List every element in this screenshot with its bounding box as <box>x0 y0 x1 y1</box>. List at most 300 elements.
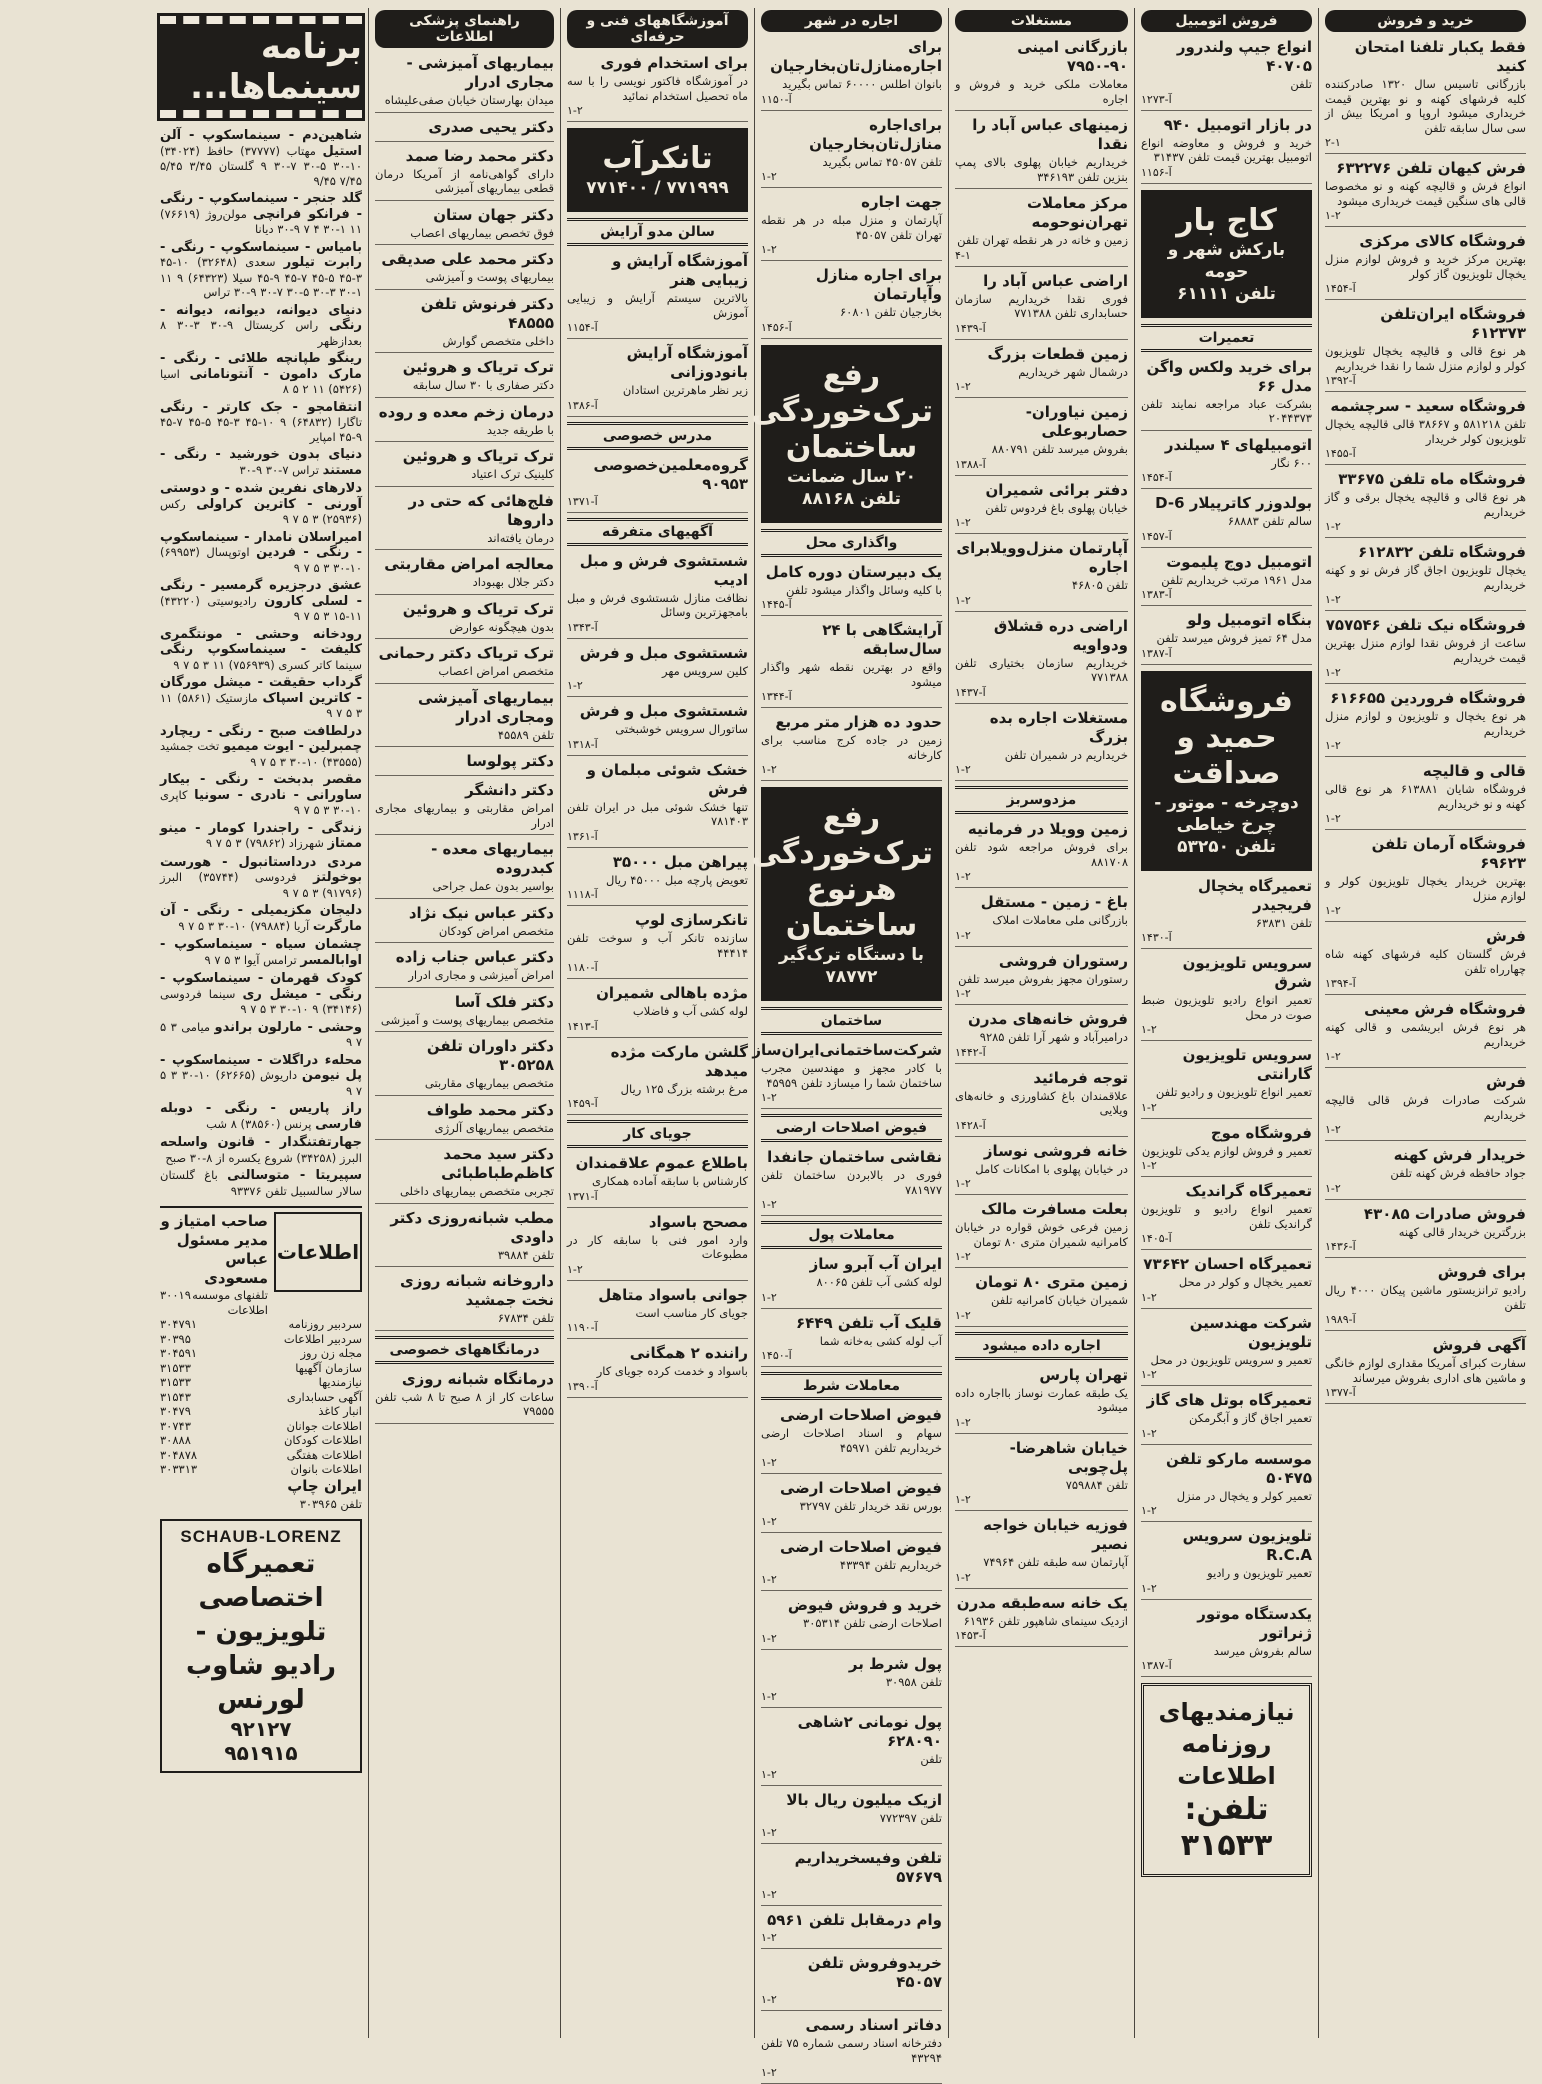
ad-text: زمین فرعی خوش قواره در خیابان کامرانیه شمیران متری ۸۰ تومان <box>955 1220 1128 1249</box>
ad-code: ۱۳۷۷-آ <box>1325 1386 1356 1399</box>
section-header: تعمیرات <box>1141 324 1312 352</box>
ad-title: فروشگاه فرش معینی <box>1364 1000 1526 1018</box>
display-ad <box>751 345 942 523</box>
ad-text: تلفن ۷۵۹۸۸۴ <box>1065 1477 1128 1492</box>
classified-ad <box>1141 1314 1312 1387</box>
ad-text: فوری نقدا خریداریم سازمان حسابداری تلفن ۷۷۱۳۸۸ <box>955 291 1128 320</box>
ad-text: تعویض پارچه مبل ۴۵۰۰۰ ریال <box>606 872 748 887</box>
classified-ad <box>955 893 1128 947</box>
ad-text: تلفن ۶۷۸۳۴ <box>497 1311 554 1325</box>
ad-text: ازدیک سینمای شاهپور تلفن ۶۱۹۳۶ <box>963 1613 1128 1628</box>
ad-title: ترک تریاک و هروئین <box>402 447 554 465</box>
ad-title: دکتر پولوسا <box>466 752 554 770</box>
classified-ad <box>761 1596 942 1650</box>
classified-ad <box>955 1069 1128 1137</box>
classified-ad <box>375 781 554 835</box>
classified-ad <box>1325 543 1526 611</box>
ad-text: تعمیر و فروش لوازم یدکی تلویزیون <box>1141 1143 1312 1158</box>
classified-ad <box>375 54 554 113</box>
display-ad-subtitle: دوچرخه - موتور - چرخ خیاطی <box>1154 792 1299 835</box>
ad-text: بازرگانی تاسیس سال ۱۳۲۰ صادرکننده کلیه فرشهای کهنه و نو بهترین قیمت خریداری میشود اروپا و امریکا بیش از سی سال سابقه تلفن <box>1325 77 1526 135</box>
classified-ad <box>955 1594 1128 1648</box>
display-ad <box>567 128 748 212</box>
cinema-listing <box>160 1101 362 1132</box>
publisher-line: صاحب امتیاز و مدیر مسئول عباس مسعودی <box>160 1212 268 1287</box>
ad-code: ۱۱۵۴-آ <box>567 321 598 334</box>
cinema-listing <box>160 481 362 527</box>
ad-title: برای فروش <box>1437 1263 1526 1281</box>
showtimes: تخت جمشید (۴۳۵۵۵) ۱۰-۳۰ ۳ ۵ ۷ ۹ <box>160 739 362 769</box>
ad-text: سهام و اسناد اصلاحات ارضی خریداریم تلفن ۴۵۹۷۱ <box>761 1426 942 1455</box>
directory-row <box>160 1361 362 1376</box>
classified-ad <box>375 1037 554 1096</box>
classified-ad <box>955 403 1128 476</box>
section-header: معاملات پول <box>761 1221 942 1249</box>
classified-ad <box>567 252 748 339</box>
ad-text: بشرکت عباد مراجعه نمایند تلفن ۲۰۴۴۳۷۳ <box>1141 396 1312 425</box>
classified-ad <box>955 1010 1128 1064</box>
classified-ad <box>375 1101 554 1141</box>
masthead-directory <box>160 1206 362 1511</box>
ad-title: گروه‌معلمین‌خصوصی ۹۰۹۵۳ <box>593 455 748 493</box>
ad-title: آموزشگاه آرایش و زیبایی هنر <box>612 252 748 289</box>
showtimes: مهتاب (۳۷۷۷۷) حافظ (۳۴۰۲۴) ۱۰-۳۰ ۵-۳۰ ۷-۳۰ ۹ گلستان ۳/۴۵ ۵/۴۵ ۷/۴۵ ۹/۴۵ <box>160 143 363 188</box>
column-7 <box>154 8 368 2038</box>
ad-text: بخارجیان تلفن ۶۰۸۰۱ <box>840 305 942 319</box>
section-header: فروش اتومبیل <box>1141 10 1312 32</box>
outline-ad <box>1141 1683 1312 1877</box>
movie-title: درلطافت صبح - رنگی - ریچارد چمبرلین - ایوت میمیو <box>160 723 362 754</box>
ad-title: خیابان شاهرضا- پل‌چوبی <box>1009 1438 1128 1476</box>
cinema-listing <box>160 1168 362 1198</box>
ad-title: شرکت مهندسین تلویزیون <box>1189 1313 1312 1351</box>
ad-title: سرویس تلویزیون گارانتی <box>1182 1046 1312 1083</box>
directory-row <box>160 1346 362 1361</box>
ad-text: امراض آمیزشی و مجاری ادرار <box>408 968 554 982</box>
cinema-listing <box>160 821 362 852</box>
classified-ad <box>567 1043 748 1116</box>
display-ad-title: رفع ترک‌خوردگی هرنوع ساختمان <box>751 800 933 943</box>
classified-ad <box>375 948 554 988</box>
classified-ad <box>1141 611 1312 665</box>
ad-title: داروخانه شبانه روزی نخت جمشید <box>400 1272 554 1309</box>
ad-text: زمین در جاده کرج مناسب برای کارخانه <box>761 733 942 762</box>
ad-title: دکتر یحیی صدری <box>428 117 554 136</box>
ad-title: فروشگاه سعید - سرچشمه <box>1330 397 1526 415</box>
ad-text: بیماریهای پوست و آمیزشی <box>425 270 554 284</box>
classified-ad <box>761 1538 942 1592</box>
ad-title: ترک تریاک و هروئین <box>402 599 554 618</box>
directory-phone: ۳۰۳۹۵ <box>160 1331 191 1346</box>
ad-code: ۱-۲ <box>761 1993 777 2006</box>
ad-text: علاقمندان باغ کشاورزی و خانه‌های ویلایی <box>955 1088 1128 1117</box>
ad-code: ۱-۲ <box>761 1631 777 1645</box>
ad-text: دکتر جلال بهبوداد <box>472 575 554 589</box>
showtimes: تاگارا (۶۴۸۳۲) ۹ ۱۰-۴۵ ۳-۴۵ ۵-۴۵ ۷-۴۵ ۹-۴۵ امپایر <box>160 415 363 444</box>
ad-code: ۱-۲ <box>761 763 777 776</box>
ad-code: ۱۳۴۴-آ <box>761 690 792 703</box>
ad-text: سالم تلفن ۶۸۸۸۳ <box>1227 514 1312 528</box>
ad-title: برای اجاره منازل وآپارتمان <box>815 266 942 303</box>
ad-title: معالجه امراض مقاربتی <box>384 555 554 573</box>
movie-title: محلهء دراگلات - سینماسکوپ - پل نیومن <box>160 1052 362 1083</box>
classified-ad <box>761 116 942 189</box>
ad-text: تلفن ۴۶۸۰۵ <box>1071 578 1128 592</box>
classified-ad <box>375 840 554 899</box>
ad-text: برای فروش مراجعه شود تلفن ۸۸۱۷۰۸ <box>955 840 1128 869</box>
ad-text: بدون هیچگونه عوارض <box>449 619 554 634</box>
ad-text: هر نوع قالی و قالیچه یخچال برقی و گاز خریداریم <box>1325 490 1526 519</box>
ad-title: گلشن مارکت مژده میدهد <box>610 1042 748 1080</box>
classified-ad <box>567 552 748 639</box>
ad-code: ۱-۲ <box>955 928 971 942</box>
showtimes: البرز (۳۴۲۵۸) شروع یکسره از ۸-۳۰ صبح <box>165 1150 362 1165</box>
directory-row <box>160 1288 268 1317</box>
cinema-listing <box>160 447 362 478</box>
classified-ad <box>375 904 554 944</box>
classified-ad <box>375 1272 554 1331</box>
ad-title: دفتر برائی شمیران <box>985 480 1128 499</box>
ad-text: شرکت صادرات فرش قالی قالیچه خریداریم <box>1325 1093 1526 1122</box>
ad-title: دکتر داوران تلفن ۳۰۵۲۵۸ <box>426 1037 554 1074</box>
classified-ad <box>1141 436 1312 490</box>
ad-text: ساتورال سرویس خوشبختی <box>615 722 748 736</box>
ad-code: ۱-۲ <box>1325 666 1341 679</box>
showtimes: ترامس آیوا ۳ ۵ ۷ ۹ <box>204 952 297 967</box>
ad-title: فروشگاه تلفن ۶۱۲۸۳۲ <box>1358 543 1526 561</box>
directory-phone: ۳۰۴۷۹۱ <box>160 1317 198 1331</box>
ad-code: ۱-۲ <box>761 1514 777 1528</box>
ad-code: ۱-۲ <box>567 679 583 692</box>
ad-text: تعمیر و سرویس تلویزیون در محل <box>1150 1352 1312 1367</box>
ad-title: بنگاه اتومبیل ولو <box>1187 611 1312 629</box>
ad-title: فروشگاه فروردین ۶۱۶۶۵۵ <box>1330 689 1526 707</box>
ad-title: دفاتر اسناد رسمی <box>805 2016 942 2034</box>
outline-ad-phone: تلفن: ۳۱۵۳۳ <box>1180 1792 1273 1863</box>
movie-title: چشمان سیاه - سینماسکوپ - اوابالمسر <box>160 937 362 968</box>
classified-ad <box>375 118 554 142</box>
movie-title: جهارتفتنگدار - قانون واسلحه <box>160 1135 362 1150</box>
section-header: خرید و فروش <box>1325 10 1526 32</box>
ad-title: شستشوی مبل و فرش <box>579 643 748 662</box>
directory-row <box>160 1462 362 1477</box>
ad-code: ۱-۲ <box>1141 1504 1157 1517</box>
directory-label: سردبیر روزنامه <box>288 1317 362 1331</box>
movie-title: بامیاس - سینماسکوپ - رنگی - رابرت تیلور <box>160 239 362 270</box>
ad-title: فوزیه خیابان خواجه نصیر <box>983 1516 1128 1553</box>
ad-code: ۱۴۴۲-آ <box>955 1045 986 1059</box>
ad-text: بورس نقد خریدار تلفن ۳۲۷۹۷ <box>799 1499 942 1513</box>
ad-text: بهترین مرکز خرید و فروش لوازم منزل یخچال تلویزیون گاز کولر <box>1325 252 1526 281</box>
ad-text: در خیابان پهلوی با امکانات کامل <box>975 1161 1128 1176</box>
ad-text: فوری در بالابردن ساختمان تلفن ۷۸۱۹۷۷ <box>761 1168 942 1197</box>
ad-title: دکتر دانشگر <box>465 781 554 799</box>
ad-text: ساعت از فروش نقدا لوازم منزل بهترین قیمت خریداریم <box>1325 636 1526 665</box>
ad-text: درشمال شهر خریداریم <box>1018 364 1128 379</box>
ad-code: ۱-۲ <box>567 1262 583 1276</box>
ad-text: بواسیر بدون عمل جراحی <box>432 879 554 893</box>
ad-title: خانه فروشی نوساز <box>983 1141 1128 1160</box>
ad-title: راننده ۲ همگانی <box>629 1344 748 1362</box>
cinema-listing <box>160 903 362 934</box>
ad-text: جویای کار مناسب است <box>635 1305 748 1320</box>
ad-code: ۱-۲ <box>761 1888 777 1901</box>
directory-phone: ۳۱۵۴۳ <box>160 1389 191 1404</box>
ad-title: شستشوی مبل و فرش <box>579 702 748 720</box>
ad-code: ۱-۲ <box>761 1826 777 1839</box>
ad-code: ۱۹۸۹-آ <box>1325 1313 1356 1326</box>
section-header: راهنمای پزشکی اطلاعات <box>375 10 554 48</box>
ad-text: سالم بفروش میرسد <box>1213 1643 1312 1658</box>
ad-code: ۱-۲ <box>955 593 971 607</box>
cinema-listing <box>160 240 362 300</box>
classified-ad <box>1141 116 1312 184</box>
movie-title: گرداب حقیقت - میشل مورگان - کاترین اسپاک <box>160 675 362 706</box>
ad-text: دارای گواهی‌نامه از آمریکا درمان قطعی بیماریهای آمیزشی <box>375 166 554 195</box>
classified-ad <box>761 1148 942 1216</box>
ad-text: زیر نظر ماهرترین استادان <box>622 383 748 397</box>
ad-code: ۱-۲ <box>955 870 971 883</box>
classified-ad <box>1141 1124 1312 1178</box>
classified-ad <box>955 38 1128 111</box>
display-ad-phone: ۷۸۷۷۲ <box>825 967 878 987</box>
classified-ad <box>955 1439 1128 1512</box>
classified-ad <box>375 358 554 398</box>
ad-code: ۱۳۸۳-آ <box>1141 588 1172 601</box>
ad-text: کلینیک ترک اعتیاد <box>471 467 554 481</box>
display-ad-title: فروشگاه حمید و صداقت <box>1160 683 1293 791</box>
ad-title: فروش صادرات ۴۳۰۸۵ <box>1363 1204 1526 1223</box>
showtimes: سعدی (۳۲۶۴۸) ۱۰-۴۵ ۳-۴۵ ۵-۴۵ ۷-۴۵ ۹-۴۵ سیلا (۶۴۳۲۳) ۹ ۱۱ ۱-۳۰ ۳-۳۰ ۵-۳۰ ۷-۳۰ ۹-۳۰ تراس <box>160 255 362 299</box>
classified-ad <box>375 447 554 487</box>
classified-ad <box>1141 954 1312 1041</box>
ad-code: ۱-۲ <box>761 1456 777 1469</box>
ad-text: درامیرآباد و شهر آرا تلفن ۹۲۸۵ <box>979 1030 1128 1044</box>
ad-title: بعلت مسافرت مالک <box>981 1200 1128 1218</box>
showtimes: آریا (۷۹۸۸۴) ۱۰-۳۰ ۳ ۵ ۷ ۹ <box>178 918 310 933</box>
classified-ad <box>761 1911 942 1949</box>
classified-ad <box>955 820 1128 888</box>
ad-code: ۱-۲ <box>955 1415 971 1429</box>
ad-text: رستوران مجهز بفروش میرسد تلفن <box>958 971 1128 986</box>
cinema-listing <box>160 855 362 901</box>
ad-text: سفارت کبرای آمریکا مقداری لوازم خانگی و ماشین های اداری بفروش میرساند <box>1325 1356 1526 1385</box>
classified-ad <box>375 206 554 246</box>
cinema-banner: برنامه سینماها... <box>160 16 362 118</box>
ad-title: دکتر فلک آسا <box>454 992 554 1011</box>
showtimes: سینما فردوسی (۳۴۱۴۶) ۹ ۱۰-۳۰ ۳ ۵ ۷ ۹ <box>160 986 362 1016</box>
cinema-listing <box>160 191 362 237</box>
classified-ad <box>1325 397 1526 465</box>
classified-ad <box>1325 1146 1526 1200</box>
ad-title: اراضی دره قشلاق ودواویه <box>993 616 1128 654</box>
ad-title: خشک شوئی مبلمان و فرش <box>586 760 748 798</box>
ad-code: ۱۳۹۴-آ <box>1325 977 1356 990</box>
ad-title: وام درمقابل تلفن ۵۹۶۱ <box>767 1911 942 1929</box>
classified-ad <box>955 539 1128 612</box>
section-header: آگهیهای متفرقه <box>567 518 748 546</box>
ad-code: ۱۱۱۸-آ <box>567 888 598 901</box>
ad-title: شرکت‌ساختمانی‌ایران‌ساز <box>752 1041 942 1059</box>
ad-text: تلفن ۴۵۵۸۹ <box>497 727 554 742</box>
ad-code: ۱-۲ <box>761 2066 777 2079</box>
ad-title: فرش <box>1486 927 1526 945</box>
classified-ad <box>567 644 748 698</box>
display-ad-subtitle: ۲۰ سال ضمانت <box>786 466 917 487</box>
ad-text: تلفن ۳۹۸۸۴ <box>497 1247 554 1262</box>
ad-title: زمین وویلا در فرمانیه <box>967 820 1128 838</box>
classified-ad <box>1325 1205 1526 1259</box>
ad-text: واقع در بهترین نقطه شهر واگذار میشود <box>761 660 942 689</box>
ad-text: فروشگاه شایان ۶۱۳۸۸۱ هر نوع قالی کهنه و نو خریداریم <box>1325 782 1526 811</box>
classified-ad <box>761 2016 942 2084</box>
ad-text: داخلی متخصص گوارش <box>442 333 554 348</box>
ad-code: ۱۴۵۹-آ <box>567 1097 598 1110</box>
showtimes: میامی ۳ ۵ ۷ ۹ <box>160 1019 362 1049</box>
ad-code: ۱۴۵۴-آ <box>1325 282 1356 295</box>
column-1 <box>1318 8 1532 2038</box>
display-ad-title: کاج بار <box>1176 202 1277 238</box>
cinema-listing <box>160 1053 362 1099</box>
classified-ad <box>1141 1391 1312 1445</box>
ad-text: هر نوع یخچال و تلویزیون و لوازم منزل خریداریم <box>1325 709 1526 738</box>
movie-title: عشق درجزیره گرمسیر - رنگی - لسلی کارون <box>160 578 362 609</box>
classified-ad <box>955 952 1128 1006</box>
ad-text: انواع فرش و قالیچه کهنه و نو مخصوصا قالی های سنگین قیمت خریداری میشود <box>1325 179 1526 208</box>
ad-title: جوانی باسواد متاهل <box>598 1285 748 1304</box>
ad-text: تلفن ۷۷۲۳۹۷ <box>879 1810 942 1825</box>
directory-label: اطلاعات بانوان <box>290 1462 362 1476</box>
classified-ad <box>1141 1046 1312 1119</box>
classified-ad <box>1141 553 1312 607</box>
ad-title: فلج‌هائی که حتی در داروها <box>408 491 554 529</box>
ad-text: متخصص بیماریهای مقاربتی <box>424 1076 554 1090</box>
classified-ad <box>761 1479 942 1533</box>
classified-ad <box>761 1406 942 1474</box>
ad-title: زمین قطعات بزرگ <box>987 344 1128 363</box>
showtimes: مولن‌روژ (۷۶۶۱۹) ۱۱ ۱-۳۰ ۴ ۷ ۹-۳۰ دیانا <box>160 206 362 236</box>
movie-title: زندگی - راجندرا کومار - مینو ممتاز <box>160 820 362 851</box>
ad-code: ۱-۲ <box>761 1573 777 1586</box>
ad-code: ۱-۲ <box>1141 1290 1157 1304</box>
ad-title: برای‌اجاره منازل‌تان‌بخارجیان <box>809 115 942 153</box>
movie-title: مردی درداستانبول - هورست بوخولتز <box>160 854 362 885</box>
directory-phone: ۳۰۴۷۹ <box>160 1404 191 1418</box>
ad-code: ۱۴۱۳-آ <box>567 1019 598 1033</box>
ad-title: مژده باهالی شمیران <box>596 984 748 1002</box>
directory-phone: ۳۰۰۱۹ <box>160 1288 191 1302</box>
ad-text: تعمیر انواع رادیو و تلویزیون گراندیک تلفن <box>1141 1202 1312 1231</box>
ad-text: لوله کشی آب و فاضلاب <box>632 1004 748 1018</box>
ad-text: تلفن ۶۳۸۳۱ <box>1255 915 1312 930</box>
classified-ad <box>955 617 1128 704</box>
directory-label: انبار کاغذ <box>318 1404 362 1418</box>
display-ad-phone: تلفن ۶۱۱۱۱ <box>1177 283 1276 304</box>
ad-title: حدود ده هزار متر مربع <box>775 713 942 731</box>
showtimes: رکس (۲۵۹۳۶) ۳ ۵ ۷ ۹ <box>160 496 362 526</box>
display-ad-title: تانکرآب <box>602 141 713 176</box>
ad-text: ساعات کار از ۸ صبح تا ۸ شب تلفن ۷۹۵۵۵ <box>375 1389 554 1418</box>
classified-ad <box>761 563 942 617</box>
display-ad-phone: ۷۷۱۹۹۹ / ۷۷۱۴۰۰ <box>586 178 729 198</box>
classified-ad <box>1141 38 1312 111</box>
cinema-listing <box>160 303 362 349</box>
display-ad <box>1141 190 1312 318</box>
ad-title: مستغلات اجاره بده بزرگ <box>989 708 1128 746</box>
ad-title: در بازار اتومبیل ۹۴۰ <box>1163 115 1312 134</box>
ad-title: یک خانه سه‌طبقه مدرن <box>956 1593 1128 1612</box>
directory-row <box>160 1332 362 1347</box>
showtimes: تراس ۷-۳۰ ۹-۳۰ <box>239 462 319 477</box>
classified-ad <box>955 272 1128 340</box>
ad-title: ترک تریاک دکتر رحمانی <box>378 644 554 662</box>
movie-title: شاهین‌دم - سینماسکوپ - آلن استیل <box>160 128 362 159</box>
classified-ad <box>761 1954 942 2011</box>
directory-label: اطلاعات هفتگی <box>286 1447 362 1462</box>
classified-ad <box>567 984 748 1038</box>
classified-ad <box>1141 1255 1312 1309</box>
ad-title: تعمیرگاه بوتل های گاز <box>1146 1391 1312 1409</box>
classified-ad <box>1325 470 1526 538</box>
showtimes: فردوسی (۳۵۷۴۴) البرز (۹۱۷۹۶) ۳ ۵ ۷ ۹ <box>160 870 362 900</box>
ad-text: وارد امور فنی با سابقه کار در مطبوعات <box>567 1232 748 1261</box>
ad-title: شستشوی فرش و مبل ادیب <box>579 551 748 589</box>
movie-title: راز پاریس - رنگی - دوبله فارسی <box>160 1101 362 1132</box>
ad-code: ۱۳۱۸-آ <box>567 737 598 751</box>
ad-text: اصلاحات ارضی تلفن ۳۰۵۳۱۴ <box>803 1616 942 1630</box>
classified-ad <box>1325 689 1526 757</box>
movie-title: رینگو طپانچه طلائی - رنگی - مارک دامون - آنتونامانی <box>160 351 362 382</box>
ad-code: ۱-۲ <box>955 380 971 393</box>
movie-title: دلارهای نفرین شده - و دوستی آورنی - کاترین کراولی <box>160 481 363 512</box>
ad-title: زمین نیاوران- حصاربوعلی <box>1025 403 1128 440</box>
movie-title: رودخانه وحشی - مونتگمری کلیفت - سینماسکوپ رنگی <box>160 626 362 657</box>
column-2 <box>1134 8 1318 2038</box>
schaub-lorenz-ad <box>160 1519 362 1773</box>
ad-code: ۱۳۴۳-آ <box>567 620 598 634</box>
ad-title: فروشگاه ایران‌تلفن ۶۱۲۳۷۳ <box>1380 305 1526 342</box>
ad-title: یک دبیرستان دوره کامل <box>765 562 942 581</box>
ad-text: سازنده تانکر آب و سوخت تلفن ۴۴۴۱۴ <box>567 931 748 960</box>
ad-text: خریداریم سازمان بختیاری تلفن ۷۷۱۳۸۸ <box>955 655 1128 684</box>
ad-code: ۱۴۳۷-آ <box>955 685 986 699</box>
newspaper-logo: اطلاعات <box>274 1212 362 1292</box>
ad-text: مدل ۶۴ تمیز فروش میرسد تلفن <box>1156 631 1312 645</box>
ad-code: ۱۴۵۵-آ <box>1325 447 1356 460</box>
classified-ad <box>1141 494 1312 548</box>
schaub-title: تعمیرگاه اختصاصی تلویزیون - رادیو شاوب لورنس <box>186 1549 336 1715</box>
ad-code: ۱-۲ <box>761 1290 777 1304</box>
ad-text: فوق تخصص بیماریهای اعصاب <box>410 225 554 240</box>
directory-phone: ۳۱۵۳۳ <box>160 1360 191 1375</box>
ad-code: ۱۴۳۶-آ <box>1325 1240 1356 1253</box>
ad-text: تلفن ۳۰۹۵۸ <box>885 1674 942 1689</box>
ad-title: باطلاع عموم علاقمندان <box>575 1154 748 1172</box>
ad-title: فروشگاه ماه تلفن ۳۳۶۷۵ <box>1338 470 1526 488</box>
cinema-listing <box>160 400 362 445</box>
directory-row <box>160 1375 362 1390</box>
ad-text: مدل ۱۹۶۱ مرتب خریداریم تلفن <box>1161 572 1312 587</box>
ad-title: دکتر فرنوش تلفن ۴۸۵۵۵ <box>420 294 554 332</box>
movie-title: وحشی - مارلون براندو <box>214 1019 363 1035</box>
ad-title: برای اجاره‌منازل‌تان‌بخارجیان <box>770 38 942 75</box>
ad-title: خریدار فرش کهنه <box>1393 1146 1526 1164</box>
column-3 <box>948 8 1134 2038</box>
ad-text: تعمیر یخچال و کولر در محل <box>1178 1275 1312 1289</box>
showtimes: داریوش (۶۲۶۶۵) ۱۰-۳۰ ۳ ۵ ۷ ۹ <box>160 1068 362 1098</box>
showtimes: اسیا (۵۴۲۶) ۱۱ ۲ ۵ ۸ <box>160 366 362 396</box>
classified-ad <box>375 555 554 595</box>
